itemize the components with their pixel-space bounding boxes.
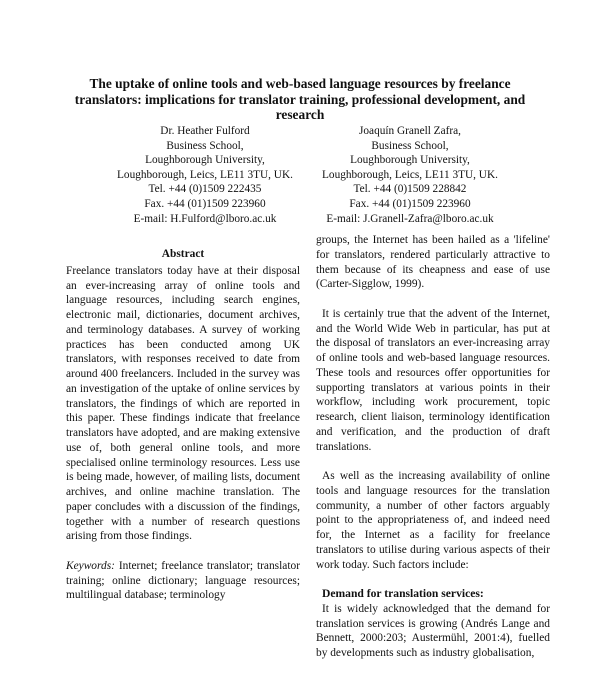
- author-line: Fax. +44 (01)1509 223960: [349, 197, 471, 210]
- right-column: [316, 233, 550, 676]
- keywords-label: Keywords:: [66, 559, 115, 572]
- author-line: Loughborough, Leics, LE11 3TU, UK.: [322, 168, 498, 181]
- keywords: [66, 559, 300, 603]
- author-line: Loughborough University,: [145, 154, 265, 167]
- author-line: Tel. +44 (0)1509 222435: [148, 183, 262, 196]
- body-paragraph: As well as the increasing availability of online tools and language resources for the translation community, a number of other factors arguably point to the appropriateness of, and indeed need for, the Internet as a facility for freelance translators to utilise during various aspects of their work today. Such factors include:: [316, 470, 550, 571]
- section-text: It is widely acknowledged that the demand for translation services is growing (Andrés Lange and Bennett, 2000:203; Austermühl, 2001:4), fuelled by developments such as industry globalisation,: [316, 602, 550, 659]
- author-email: E-mail: H.Fulford@lboro.ac.uk: [133, 212, 277, 225]
- keywords-text: Internet; freelance translator; translator training; online dictionary; language resources; multilingual database; terminology: [66, 559, 300, 602]
- author-block-granell-zafra: [300, 124, 520, 226]
- abstract-heading: Abstract: [161, 248, 205, 260]
- section-heading: Demand for translation services:: [322, 587, 484, 600]
- paper-title: The uptake of online tools and web-based language resources by freelance translators: implications for translator training, professional development, and research: [74, 76, 526, 122]
- author-line: Joaquín Granell Zafra,: [359, 125, 461, 137]
- author-line: Loughborough University,: [350, 154, 470, 167]
- author-line: Dr. Heather Fulford: [160, 125, 250, 137]
- author-email: E-mail: J.Granell-Zafra@lboro.ac.uk: [326, 212, 494, 225]
- author-line: Business School,: [166, 139, 244, 152]
- author-block-fulford: [95, 124, 315, 226]
- body-paragraph: groups, the Internet has been hailed as a 'lifeline' for translators, rendered particularly attractive to them because of its cheapness and ease of use (Carter-Sigglow, 1999).: [316, 234, 550, 291]
- left-column: [66, 247, 300, 618]
- author-line: Loughborough, Leics, LE11 3TU, UK.: [117, 168, 293, 181]
- abstract-text: Freelance translators today have at their disposal an ever-increasing array of online tools and language resources, including search engines, electronic mail, dictionaries, document archives, and terminology databases. A survey of working practices has been conducted among UK translators, with responses received to date from around 400 freelancers. Included in the survey was an investigation of the uptake of online services by translators, the findings of which are reported in this paper. These findings indicate that freelance translators have adopted, and are making extensive use of, both general online tools, and more specialised online terminology resources. Less use is being made, however, of mailing lists, document archives, and online machine translation. The paper concludes with a discussion of the findings, together with a number of research questions arising from those findings.: [66, 264, 300, 543]
- author-line: Business School,: [371, 139, 449, 152]
- body-paragraph: It is certainly true that the advent of the Internet, and the World Wide Web in particular, has put at the disposal of translators an ever-increasing array of online tools and web-based language resources. These tools and resources offer opportunities for supporting translators at various points in their workflow, including work procurement, topic research, client liaison, terminology identification and verification, and the production of draft translations.: [316, 307, 550, 453]
- author-line: Fax. +44 (01)1509 223960: [144, 197, 266, 210]
- author-line: Tel. +44 (0)1509 228842: [353, 183, 467, 196]
